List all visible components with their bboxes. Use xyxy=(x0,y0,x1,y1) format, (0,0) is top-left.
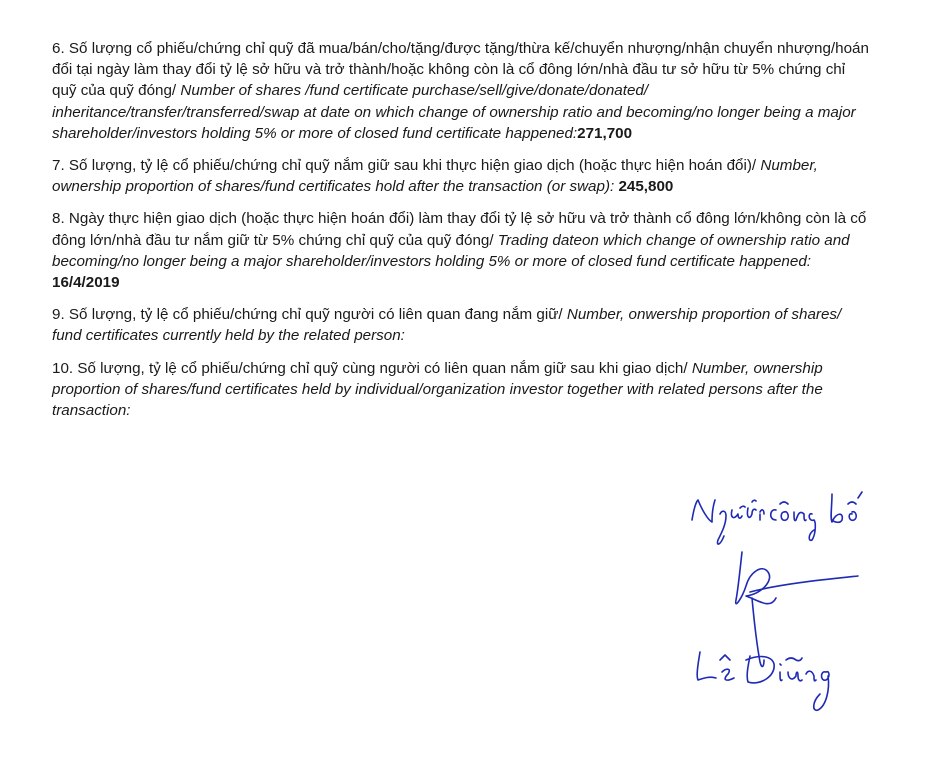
item-number: 9. xyxy=(52,306,65,324)
item-text-vi: Số lượng, tỷ lệ cổ phiếu/chứng chỉ quỹ nắm giữ sau khi thực hiện giao dịch (hoặc thực hiện hoán đổi)/ xyxy=(68,157,757,175)
item-text-en: Number, ownership proportion of shares/fund certificates held by individual/organization investor together with related persons after the transaction: xyxy=(52,359,823,420)
item-6 xyxy=(52,38,872,144)
handwritten-signature xyxy=(680,480,880,720)
item-7 xyxy=(52,155,872,197)
item-text-vi: Ngày thực hiện giao dịch (hoặc thực hiện hoán đổi) làm thay đổi tỷ lệ sở hữu và trở thành cổ đông lớn/không còn là cổ đông lớn/nhà đầu tư nắm giữ từ 5% chứng chỉ quỹ của quỹ đóng/ xyxy=(52,210,867,249)
item-number: 6. xyxy=(52,40,65,57)
item-number: 10. xyxy=(52,359,74,377)
item-8 xyxy=(52,208,872,293)
item-text-vi: Số lượng cổ phiếu/chứng chỉ quỹ đã mua/bán/cho/tặng/được tặng/thừa kế/chuyển nhượng/nhận chuyển nhượng/hoán đổi tại ngày làm thay đổi tỷ lệ sở hữu và trở thành/hoặc không còn là cổ đông lớn/nhà đầu tư sở hữu từ 5% chứng chỉ quỹ của quỹ đóng/ xyxy=(52,40,869,100)
item-text-vi: Số lượng, tỷ lệ cổ phiếu/chứng chỉ quỹ cùng người có liên quan nắm giữ sau khi giao dịch/ xyxy=(77,359,688,377)
document-body xyxy=(52,38,872,432)
item-text-en: Number of shares /fund certificate purchase/sell/give/donate/donated/ inheritance/transfer/transferred/swap at date on which change of ownership ratio and becoming/no longer being a major shareholder/investors holding 5% or more of closed fund certificate happened: xyxy=(52,82,856,142)
item-text-en: Trading dateon which change of ownership ratio and becoming/no longer being a major shareholder/investors holding 5% or more of closed fund certificate happened: xyxy=(52,231,850,270)
item-number: 8. xyxy=(52,210,65,228)
item-value: 245,800 xyxy=(618,178,674,196)
signature-block xyxy=(680,480,880,720)
item-text-en: Number, onwership proportion of shares/ fund certificates currently held by the related person: xyxy=(52,306,842,345)
item-text-en: Number, ownership proportion of shares/fund certificates hold after the transaction (or swap): xyxy=(52,157,818,196)
item-text-vi: Số lượng, tỷ lệ cổ phiếu/chứng chỉ quỹ người có liên quan đang nắm giữ/ xyxy=(68,306,563,324)
item-value: 271,700 xyxy=(577,124,633,142)
item-9 xyxy=(52,304,872,346)
item-value: 16/4/2019 xyxy=(52,274,120,292)
item-number: 7. xyxy=(52,157,65,175)
item-10 xyxy=(52,358,872,422)
